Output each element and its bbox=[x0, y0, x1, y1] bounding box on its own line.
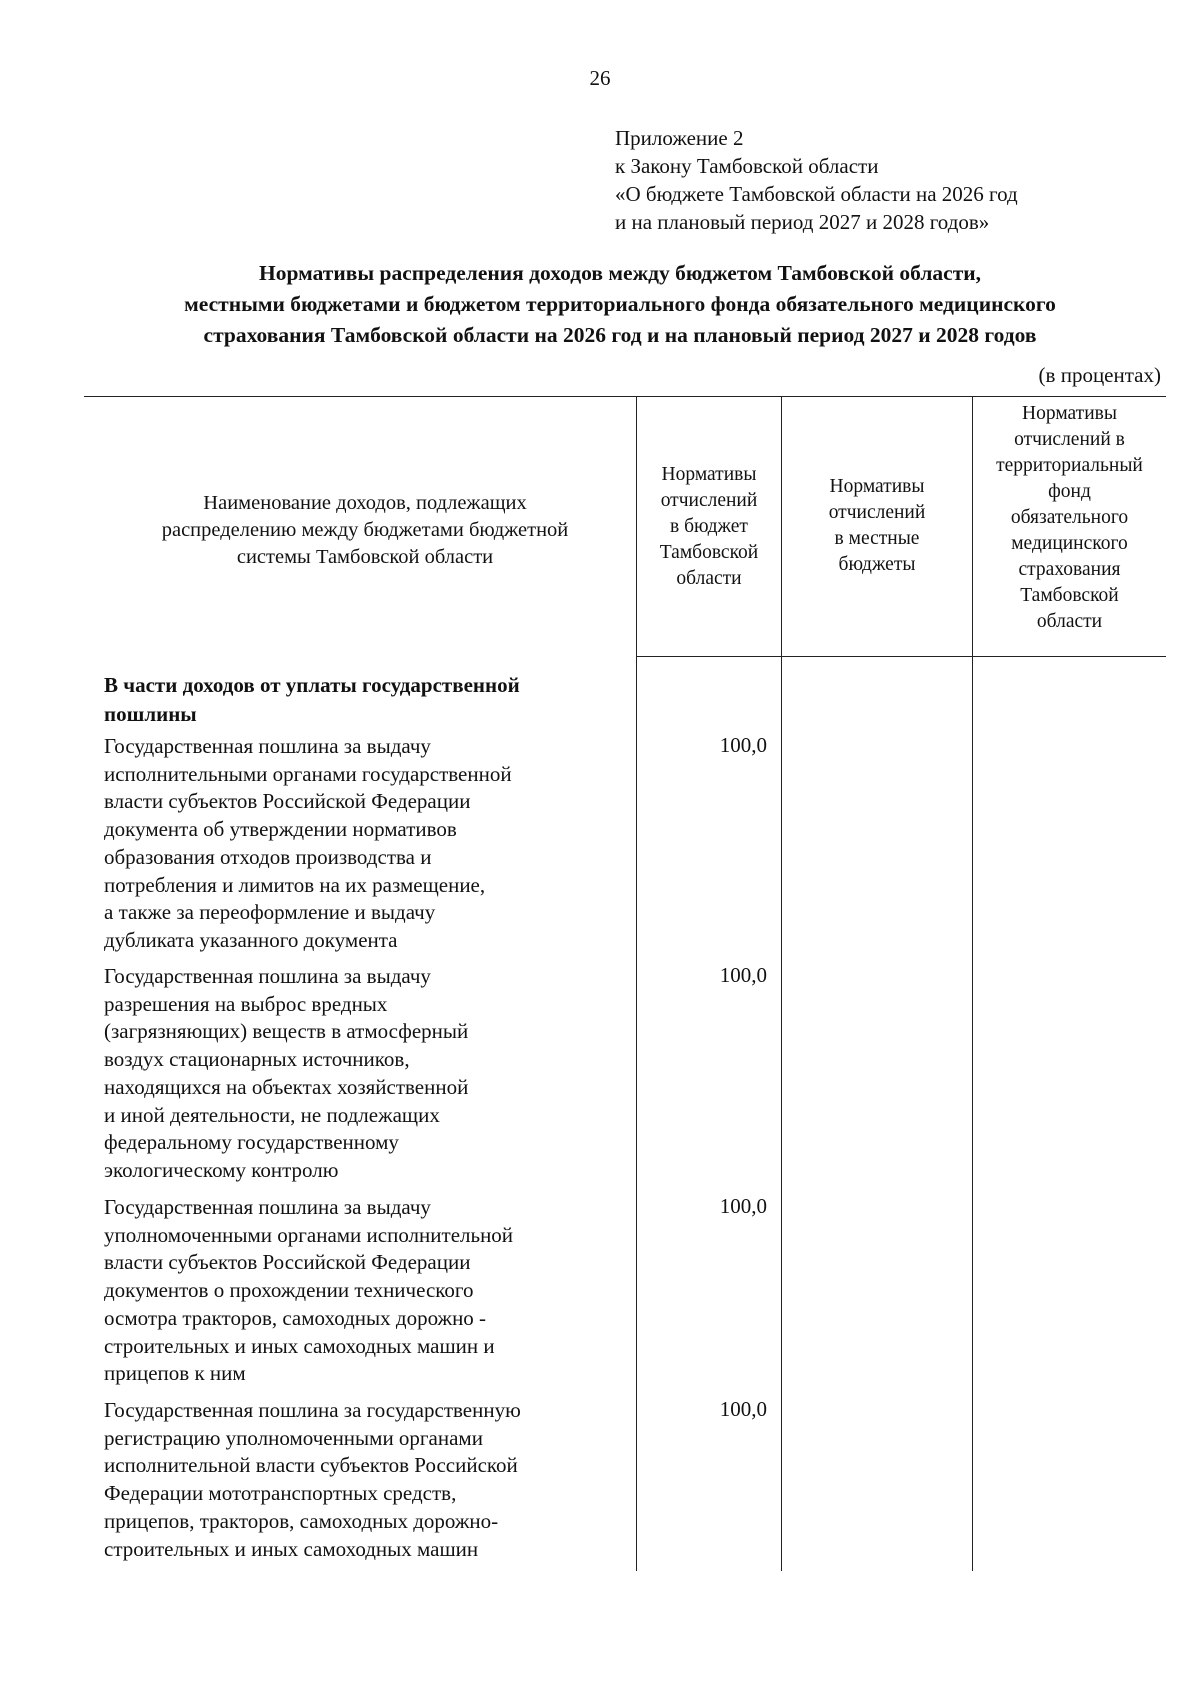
regional-share-value: 100,0 bbox=[719, 1194, 767, 1218]
row-line: власти субъектов Российской Федерации bbox=[104, 1250, 471, 1275]
appendix-note bbox=[615, 124, 1018, 236]
header-line: бюджеты bbox=[838, 554, 916, 575]
title-line: Нормативы распределения доходов между бюджетом Тамбовской области, bbox=[258, 261, 982, 285]
row-line: прицепов к ним bbox=[104, 1361, 246, 1386]
row-line: документа об утверждении нормативов bbox=[104, 817, 457, 842]
appendix-line: к Закону Тамбовской области bbox=[615, 154, 879, 178]
row-line: Государственная пошлина за государственную bbox=[104, 1398, 521, 1422]
header-line: Наименование доходов, подлежащих bbox=[203, 492, 527, 514]
row-line: уполномоченными органами исполнительной bbox=[104, 1222, 514, 1247]
header-line: Нормативы bbox=[661, 464, 757, 485]
title-line: страхования Тамбовской области на 2026 год и на плановый период 2027 и 2028 годов bbox=[203, 323, 1037, 347]
header-insurance-fund bbox=[973, 401, 1166, 635]
header-line: области bbox=[676, 568, 742, 589]
row-line: федеральному государственному bbox=[104, 1130, 399, 1155]
row-line: а также за переоформление и выдачу bbox=[104, 900, 436, 925]
regional-share-value: 100,0 bbox=[719, 1397, 767, 1421]
header-line: обязательного bbox=[1010, 507, 1129, 528]
header-line: Нормативы bbox=[829, 476, 925, 497]
header-line: страхования bbox=[1018, 559, 1121, 580]
unit-label: (в процентах) bbox=[1038, 363, 1161, 387]
header-line: Тамбовской bbox=[1020, 585, 1119, 606]
row-line: осмотра тракторов, самоходных дорожно - bbox=[104, 1305, 487, 1330]
row-line: исполнительными органами государственной bbox=[104, 761, 512, 786]
section-line: пошлины bbox=[104, 702, 197, 726]
table-row bbox=[104, 1194, 629, 1388]
row-line: прицепов, тракторов, самоходных дорожно- bbox=[104, 1508, 499, 1533]
table-header-border bbox=[636, 656, 1166, 657]
row-line: строительных и иных самоходных машин и bbox=[104, 1333, 495, 1358]
header-line: области bbox=[1036, 611, 1103, 632]
row-line: Федерации мототранспортных средств, bbox=[104, 1481, 457, 1506]
row-line: (загрязняющих) веществ в атмосферный bbox=[104, 1019, 469, 1044]
page-number: 26 bbox=[589, 66, 611, 90]
appendix-line: и на плановый период 2027 и 2028 годов» bbox=[615, 210, 990, 234]
row-line: регистрацию уполномоченными органами bbox=[104, 1425, 483, 1450]
section-line: В части доходов от уплаты государственной bbox=[104, 673, 520, 697]
title-line: местными бюджетами и бюджетом территориального фонда обязательного медицинского bbox=[184, 292, 1056, 316]
row-line: Государственная пошлина за выдачу bbox=[104, 734, 431, 758]
row-line: разрешения на выброс вредных bbox=[104, 991, 388, 1016]
row-line: строительных и иных самоходных машин bbox=[104, 1536, 479, 1561]
table-top-border bbox=[84, 396, 1166, 397]
header-line: в местные bbox=[834, 528, 920, 549]
header-line: отчислений bbox=[660, 490, 758, 511]
row-line: Государственная пошлина за выдачу bbox=[104, 1195, 431, 1219]
row-line: и иной деятельности, не подлежащих bbox=[104, 1102, 440, 1127]
row-line: образования отходов производства и bbox=[104, 844, 432, 869]
row-line: экологическому контролю bbox=[104, 1157, 339, 1182]
header-line: Нормативы bbox=[1022, 403, 1117, 424]
header-line: распределению между бюджетами бюджетной bbox=[161, 519, 569, 541]
document-title bbox=[80, 258, 1160, 351]
row-line: документов о прохождении технического bbox=[104, 1278, 474, 1303]
regional-share-value: 100,0 bbox=[719, 963, 767, 987]
header-line: Тамбовской bbox=[659, 542, 759, 563]
row-line: находящихся на объектах хозяйственной bbox=[104, 1074, 469, 1099]
table-row bbox=[104, 733, 629, 955]
header-line: системы Тамбовской области bbox=[236, 546, 494, 568]
row-line: дубликата указанного документа bbox=[104, 927, 398, 952]
header-line: в бюджет bbox=[670, 516, 748, 537]
header-local-budgets bbox=[782, 474, 972, 578]
header-regional-budget bbox=[637, 462, 781, 592]
row-line: потребления и лимитов на их размещение, bbox=[104, 872, 486, 897]
appendix-line: Приложение 2 bbox=[615, 126, 744, 150]
table-row bbox=[104, 963, 629, 1185]
row-line: исполнительной власти субъектов Российской bbox=[104, 1453, 518, 1478]
header-line: отчислений в bbox=[1014, 429, 1125, 450]
header-line: отчислений bbox=[828, 502, 926, 523]
header-line: медицинского bbox=[1011, 533, 1128, 554]
header-line: территориальный bbox=[996, 455, 1143, 476]
header-line: фонд bbox=[1048, 481, 1091, 502]
header-income-name bbox=[100, 490, 630, 571]
row-line: воздух стационарных источников, bbox=[104, 1047, 410, 1072]
section-heading bbox=[104, 671, 629, 729]
table-row bbox=[104, 1397, 629, 1563]
regional-share-value: 100,0 bbox=[719, 733, 767, 757]
appendix-line: «О бюджете Тамбовской области на 2026 год bbox=[615, 182, 1018, 206]
row-line: Государственная пошлина за выдачу bbox=[104, 964, 431, 988]
row-line: власти субъектов Российской Федерации bbox=[104, 789, 471, 814]
